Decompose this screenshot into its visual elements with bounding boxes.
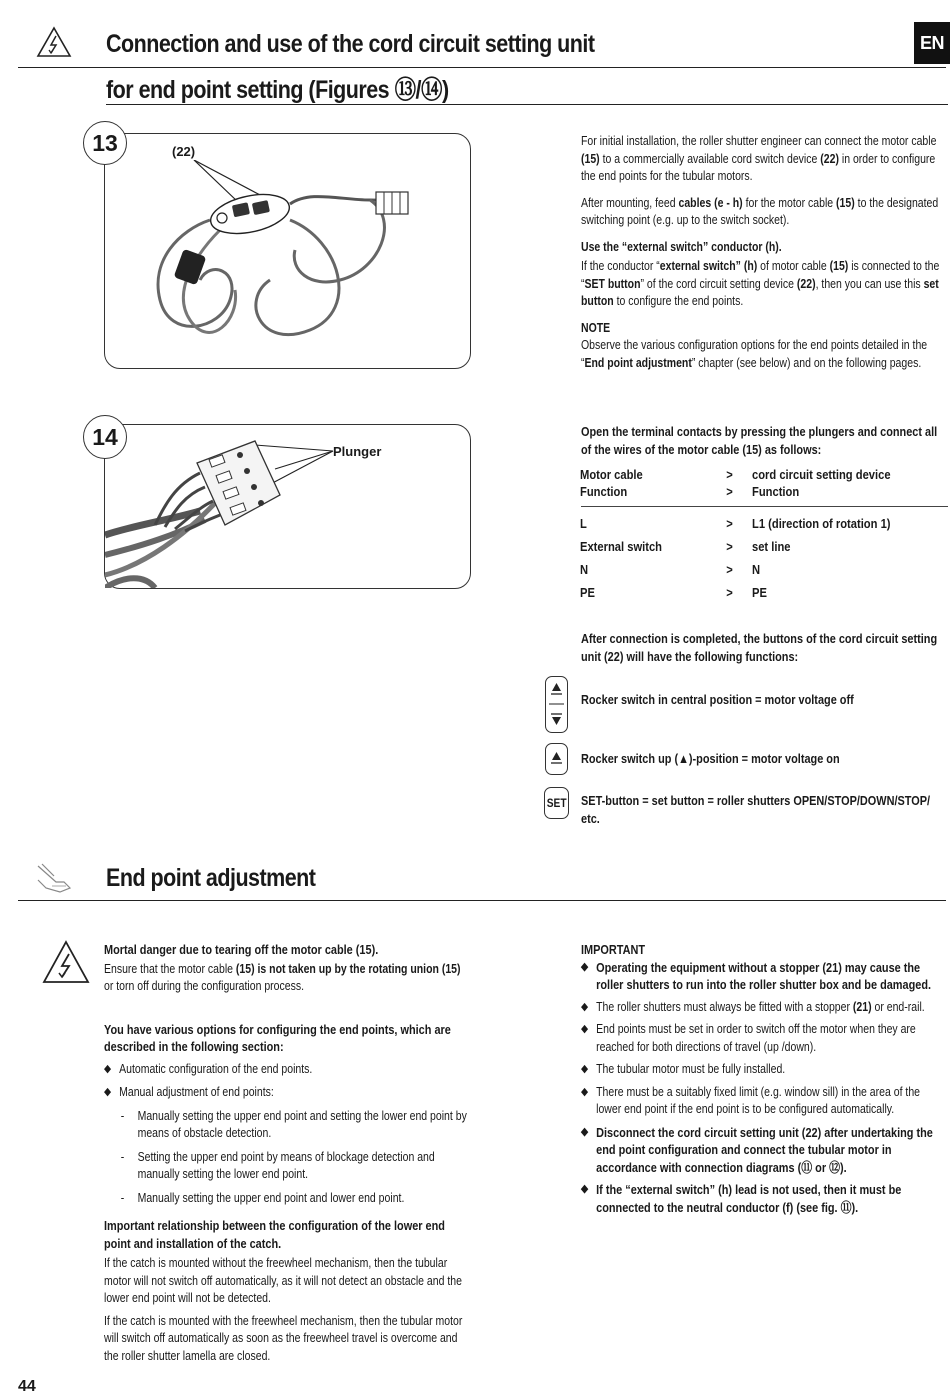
section-rule	[18, 900, 946, 901]
cord-switch-device-illustration	[140, 160, 440, 360]
list-item: ◆ The tubular motor must be fully installed.	[581, 1061, 947, 1079]
table-row-l-arrow: >	[726, 516, 733, 531]
header-rule-2	[106, 104, 948, 105]
end-point-left-column	[104, 941, 470, 1374]
connection-intro: Open the terminal contacts by pressing the plungers and connect all of the wires of the motor cable (15) as follows:	[581, 424, 938, 457]
hand-pointing-icon	[34, 860, 74, 894]
table-row-l-right: L1 (direction of rotation 1)	[752, 516, 891, 531]
intro-text-block	[581, 133, 947, 381]
table-header-row: Motor cable	[580, 467, 643, 482]
table-header-arrow-2: >	[726, 484, 733, 499]
external-switch-heading: Use the “external switch” conductor (h).	[581, 239, 782, 254]
sub-list-item: - Manually setting the upper end point and setting the lower end point by means of obstacle detection.	[104, 1108, 470, 1143]
intro-paragraph-1: For initial installation, the roller shutter engineer can connect the motor cable (15) to a commercially available cord switch device (22) in order to configure the end points for the tubular motors.	[581, 134, 937, 183]
table-row-pe-right: PE	[752, 585, 767, 600]
list-item: ◆ There must be a suitably fixed limit (e.g. window sill) in the area of the lower end point if the end point is to be configured automatically.	[581, 1084, 947, 1119]
end-point-adjustment-title: End point adjustment	[106, 864, 316, 892]
table-header-right: cord circuit setting device	[752, 467, 891, 482]
list-item: ◆ Automatic configuration of the end points.	[104, 1061, 470, 1079]
language-badge: EN	[914, 22, 950, 64]
function-rocker-up: Rocker switch up (▲)-position = motor voltage on	[581, 751, 840, 766]
table-row-n-right: N	[752, 562, 761, 577]
table-header-right-2: Function	[752, 484, 800, 499]
plunger-label: Plunger	[333, 444, 382, 459]
figure-13-number: 13	[83, 121, 127, 165]
relationship-paragraph-2: If the catch is mounted with the freewheel mechanism, then the tubular motor will switch off automatically as soon as the freewheel travel is overcome and the roller shutter lamella are closed.	[104, 1313, 463, 1363]
table-row-pe-left: PE	[580, 585, 595, 600]
figure-14-number: 14	[83, 415, 127, 459]
table-row-pe-arrow: >	[726, 585, 733, 600]
set-button-label: SET	[546, 796, 567, 810]
connection-table	[580, 467, 947, 607]
header-rule	[18, 67, 946, 68]
table-row-ext-left: External switch	[580, 539, 663, 554]
table-row-ext-right: set line	[752, 539, 791, 554]
terminal-block-illustration	[105, 425, 335, 588]
after-connection-text: After connection is completed, the buttons of the cord circuit setting unit (22) will have the following functions:	[581, 631, 938, 664]
important-column	[581, 941, 947, 1225]
intro-paragraph-2: After mounting, feed cables (e - h) for the motor cable (15) to the designated switching point (e.g. up to the switch socket).	[581, 195, 939, 227]
page-title-line2: for end point setting (Figures ⑬/⑭)	[106, 76, 449, 104]
table-header-row-2: Function	[580, 484, 628, 499]
page-title-line1: Connection and use of the cord circuit setting unit	[106, 30, 595, 58]
danger-title: Mortal danger due to tearing off the motor cable (15).	[104, 942, 379, 957]
list-item: ◆ If the “external switch” (h) lead is not used, then it must be connected to the neutral conductor (f) (see fig. ⑪).	[581, 1181, 947, 1216]
danger-text: Ensure that the motor cable (15) is not taken up by the rotating union (15) or torn off during the configuration process.	[104, 961, 461, 993]
electrical-hazard-icon	[36, 26, 72, 58]
table-row-n-arrow: >	[726, 562, 733, 577]
table-header-arrow: >	[726, 467, 733, 482]
important-title: IMPORTANT	[581, 942, 646, 957]
list-item: ◆ End points must be set in order to switch off the motor when they are reached for both directions of travel (up /down).	[581, 1021, 947, 1056]
table-row-l-left: L	[580, 516, 587, 531]
list-item: ◆ Disconnect the cord circuit setting unit (22) after undertaking the end point configuration and connect the tubular motor in accordance with connection diagrams (⑪ or ⑫).	[581, 1124, 947, 1177]
list-item: ◆ Operating the equipment without a stopper (21) may cause the roller shutters to run into the roller shutter box and be damaged.	[581, 959, 947, 994]
figure-13-label-22: (22)	[172, 144, 196, 159]
function-rocker-central: Rocker switch in central position = motor voltage off	[581, 692, 854, 707]
rocker-switch-central-icon	[545, 676, 568, 733]
relationship-paragraph-1: If the catch is mounted without the freewheel mechanism, then the tubular motor will not switch off automatically, as it will not detect an obstacle and the lower end point will not be detected.	[104, 1256, 462, 1305]
rocker-switch-up-icon	[545, 743, 568, 775]
table-row-n-left: N	[580, 562, 589, 577]
note-title: NOTE	[581, 320, 611, 335]
list-item: ◆ Manual adjustment of end points:	[104, 1084, 470, 1102]
electrical-hazard-icon-large	[42, 940, 90, 984]
page-number: 44	[18, 1378, 36, 1395]
options-title: You have various options for configuring the end points, which are described in the following section:	[104, 1021, 451, 1054]
table-header-divider	[581, 506, 948, 507]
relationship-title: Important relationship between the configuration of the lower end point and installation of the catch.	[104, 1218, 445, 1251]
intro-paragraph-3: If the conductor “external switch” (h) of motor cable (15) is connected to the “SET button” of the cord circuit setting device (22), then you can use this set button to configure the end points.	[581, 259, 940, 308]
table-row-ext-arrow: >	[726, 539, 733, 554]
sub-list-item: - Setting the upper end point by means of blockage detection and manually setting the lower end point.	[104, 1149, 470, 1184]
set-button-icon	[544, 787, 569, 819]
function-set-button: SET-button = set button = roller shutters OPEN/STOP/DOWN/STOP/ etc.	[581, 793, 931, 826]
list-item: ◆ The roller shutters must always be fitted with a stopper (21) or end-rail.	[581, 999, 947, 1017]
note-text: Observe the various configuration options for the end points detailed in the “End point adjustment” chapter (see below) and on the following pages.	[581, 338, 928, 370]
sub-list-item: - Manually setting the upper end point and lower end point.	[104, 1190, 470, 1208]
